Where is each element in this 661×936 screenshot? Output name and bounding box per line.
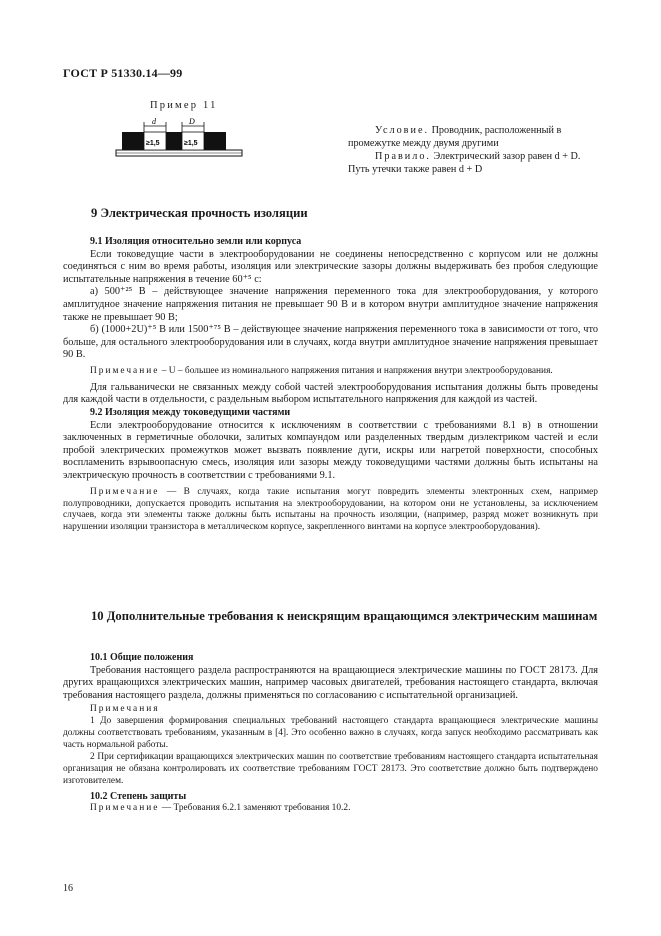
- fig-dim-2: ≥1,5: [184, 140, 198, 147]
- note-word: Примечание: [90, 365, 160, 376]
- section-10-1-notes-word: Примечания: [90, 704, 160, 715]
- condition-text: Проводник, расположенный в промежутке между двумя другими: [348, 125, 562, 149]
- section-9-body: [63, 236, 598, 534]
- note-text: — В случаях, когда такие испытания могут повредить элементы электронных схем, например полупроводники, допускается проводить испытания на электрооборудовании, на котором они не установлены, за исключением случаев, когда эти элементы также должны быть испытаны на прочность изоляции, (например, разряд может возникнуть при нарушении изоляции транзистора в металлическом корпусе, закрепленного винтами на корпусе электрооборудования).: [63, 486, 598, 533]
- note-word: Примечание: [90, 486, 160, 497]
- section-9-2-title: 9.2 Изоляция между токоведущими частями: [90, 407, 291, 419]
- page-number: 16: [63, 883, 73, 894]
- note-word: Примечание: [90, 803, 160, 814]
- example-figure: [114, 115, 244, 167]
- section-9-1-para-2: Для гальванически не связанных между собой частей электрооборудования испытания должны быть проведены для каждой части в отдельности, с раздельным выбором испытательного напряжения для каждой из частей.: [63, 381, 598, 406]
- document-header: ГОСТ Р 51330.14—99: [63, 66, 183, 80]
- section-10-body: [63, 652, 598, 815]
- section-9-1-item-b: б) (1000+2U)⁺⁵ В или 1500⁺⁷⁵ В – действующее значение напряжения переменного тока в зависимости от того, что больше, для остального электрооборудования или в случаях, когда внутри амплитудное значение напряжения превышает 90 В.: [63, 324, 598, 361]
- section-9-1-note: [63, 366, 598, 378]
- section-10-1-para-1: Требования настоящего раздела распространяются на вращающиеся электрические машины по ГОСТ 28173. Для других вращающихся электрических машин, например часовых двигателей, требования настоящего стандарта, включая требования настоящего раздела, должны применяться по согласованию с испытательной организацией.: [63, 664, 598, 701]
- note-text: — Требования 6.2.1 заменяют требования 10.2.: [159, 803, 351, 814]
- section-10-heading: 10 Дополнительные требования к неискрящим вращающимся электрическим машинам: [91, 609, 598, 623]
- section-9-heading: 9 Электрическая прочность изоляции: [91, 206, 308, 220]
- section-10-2-title: 10.2 Степень защиты: [90, 790, 187, 802]
- section-9-2-para-1: Если электрооборудование относится к исключениям в соответствии с требованиями 8.1 в) в отношении заключенных в герметичные оболочки, залитых компаундом или разделенных твердым диэлектриком частей и если пробой электрических промежутков может вызвать появление дуги, искры или нагретой поверхности, способных воспламенить взрывоопасную смесь, изоляция или зазоры между токоведущими частями должны быть испытаны на электрическую прочность в соответствии с требованиями 9.1.: [63, 419, 598, 481]
- section-10-1-title: 10.1 Общие положения: [90, 652, 194, 663]
- section-9-1-item-a: а) 500⁺²⁵ В – действующее значение напряжения переменного тока для электрооборудования, у которого амплитудное значение напряжения питания не превышает 90 В и в котором внутри амплитудное значение напряжения также не превышает 90 В;: [63, 286, 598, 323]
- note-text: – U – большее из номинального напряжения питания и напряжения внутри электрооборудования.: [159, 365, 553, 376]
- section-10-2-note: [63, 803, 598, 815]
- fig-label-D: D: [189, 117, 195, 126]
- fig-dim-1: ≥1,5: [146, 140, 160, 147]
- section-10-1-note-2: 2 При сертификации вращающихся электрических машин по соответствие требованиям настоящего стандарта испытательная организация не обязана контролировать их соответствие требованиям ГОСТ 28173. Это соответствие должно быть подтверждено изготовителем.: [63, 752, 598, 786]
- fig-label-d: d: [152, 117, 156, 126]
- section-9-1-para-1: Если токоведущие части в электрооборудовании не соединены непосредственно с корпусом или не должны соединяться с ним во время работы, изоляция или электрические зазоры должны выдерживать без пробоя следующие испытательные напряжения в течение 60⁺⁵ с:: [63, 248, 598, 285]
- section-9-2-note: [63, 487, 598, 535]
- example-conditions: [348, 124, 603, 176]
- rule-text: Электрический зазор равен d + D. Путь утечки также равен d + D: [348, 151, 581, 175]
- section-9-1-title: 9.1 Изоляция относительно земли или корпуса: [90, 236, 302, 247]
- section-10-1-note-1: 1 До завершения формирования специальных требований настоящего стандарта вращающиеся электрические машины должны соответствовать требованиям, указанным в [4]. Это особенно важно в случаях, когда запуск необходимо рассматривать как часть нормальной работы.: [63, 716, 598, 751]
- example-title: Пример 11: [150, 100, 218, 111]
- rule-word: Правило.: [375, 151, 431, 162]
- condition-word: Условие.: [375, 125, 430, 136]
